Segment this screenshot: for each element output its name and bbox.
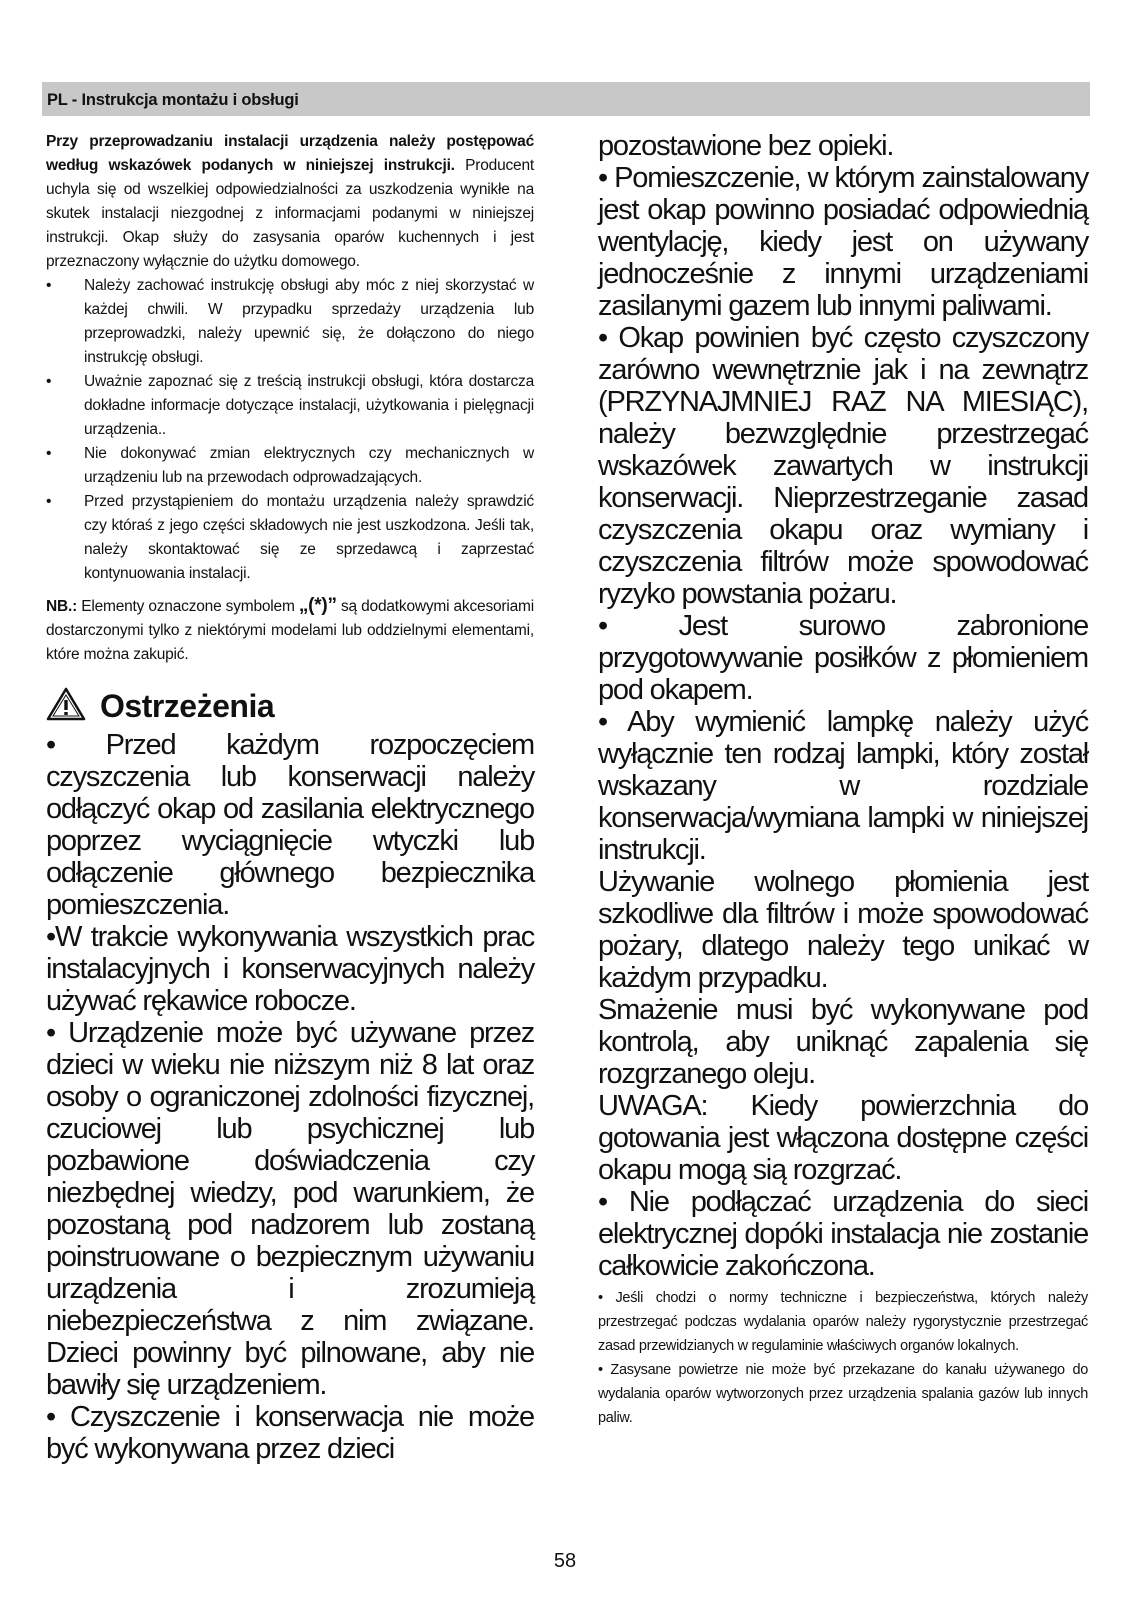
warning-paragraph: • Pomieszczenie, w którym zainstalowany jest okap powinno posiadać odpowiednią wentylację, kiedy jest on używany jednocześnie z innymi urządzeniami zasilanymi gazem lub innymi paliwami.	[598, 162, 1088, 322]
nb-symbol: „(*)”	[298, 595, 337, 616]
section-title: PL - Instrukcja montażu i obsługi	[47, 91, 299, 109]
warning-paragraph: • Okap powinien być często czyszczony zarówno wewnętrznie jak i na zewnątrz (PRZYNAJMNIEJ RAZ NA MIESIĄC), należy bezwzględnie przestrzegać wskazówek zawartych w instrukcji konserwacji. Nieprzestrzeganie zasad czyszczenia okapu oraz wymiany i czyszczenia filtrów może spowodować ryzyko powstania pożaru.	[598, 322, 1088, 610]
intro-bold: Przy przeprowadzaniu instalacji urządzenia należy postępować według wskazówek podanych w niniejszej instrukcji.	[46, 133, 534, 174]
warning-paragraph: • Nie podłączać urządzenia do sieci elektrycznej dopóki instalacja nie zostanie całkowicie zakończona.	[598, 1186, 1088, 1282]
warnings-left-text	[46, 729, 534, 1465]
warning-paragraph: • Czyszczenie i konserwacja nie może być wykonywana przez dzieci	[46, 1401, 534, 1465]
warnings-heading	[46, 683, 534, 729]
warning-paragraph: • Jest surowo zabronione przygotowywanie posiłków z płomieniem pod okapem.	[598, 610, 1088, 706]
nb-note: NB.: Elementy oznaczone symbolem „(*)” są dodatkowymi akcesoriami dostarczonymi tylko z niektórymi modelami lub oddzielnymi elementami, które można zakupić.	[46, 595, 534, 663]
right-column	[598, 130, 1088, 1430]
list-item: • Należy zachować instrukcję obsługi aby móc z niej skorzystać w każdej chwili. W przypadku sprzedaży urządzenia lub przeprowadzki, należy upewnić się, że dołączono do niego instrukcję obsługi.	[46, 274, 534, 370]
bullet-icon: •	[46, 445, 52, 462]
small-note-paragraph: • Zasysane powietrze nie może być przekazane do kanału używanego do wydalania oparów wytworzonych przez urządzenia spalania gazów lub innych paliw.	[598, 1362, 1088, 1426]
warnings-right-small-text	[598, 1286, 1088, 1430]
nb-label: NB.:	[46, 598, 78, 615]
bullet-icon: •	[46, 373, 52, 390]
warning-triangle-icon	[46, 687, 86, 726]
instructions-list	[46, 274, 534, 586]
warning-paragraph: pozostawione bez opieki.	[598, 130, 894, 162]
bullet-icon: •	[46, 277, 52, 294]
warning-paragraph: • Urządzenie może być używane przez dzieci w wieku nie niższym niż 8 lat oraz osoby o ograniczonej zdolności fizycznej, czuciowej lub psychicznej lub pozbawione doświadczenia czy niezbędnej wiedzy, pod warunkiem, że pozostaną pod nadzorem lub zostaną poinstruowane o bezpiecznym używaniu urządzenia i zrozumieją niebezpieczeństwa z nim związane. Dzieci powinny być pilnowane, aby nie bawiły się urządzeniem.	[46, 1017, 534, 1401]
warnings-title: Ostrzeżenia	[100, 687, 275, 724]
list-item: • Nie dokonywać zmian elektrycznych czy mechanicznych w urządzeniu lub na przewodach odprowadzających.	[46, 442, 534, 490]
warning-paragraph: Używanie wolnego płomienia jest szkodliwe dla filtrów i może spowodować pożary, dlatego należy tego unikać w każdym przypadku.	[598, 866, 1088, 994]
list-item: • Uważnie zapoznać się z treścią instrukcji obsługi, która dostarcza dokładne informacje dotyczące instalacji, użytkowania i pielęgnacji urządzenia..	[46, 370, 534, 442]
warning-paragraph: Smażenie musi być wykonywane pod kontrolą, aby uniknąć zapalenia się rozgrzanego oleju.	[598, 994, 1088, 1090]
warning-paragraph: • Aby wymienić lampkę należy użyć wyłącznie ten rodzaj lampki, który został wskazany w rozdziale konserwacja/wymiana lampki w niniejszej instrukcji.	[598, 706, 1088, 866]
left-column	[46, 130, 534, 1465]
intro-rest: Producent uchyla się od wszelkiej odpowiedzialności za uszkodzenia wynikłe na skutek instalacji niezgodnej z informacjami podanymi w niniejszej instrukcji. Okap służy do zasysania oparów kuchennych i jest przeznaczony wyłącznie do użytku domowego.	[46, 157, 534, 270]
list-item: • Przed przystąpieniem do montażu urządzenia należy sprawdzić czy któraś z jego części składowych nie jest uszkodzona. Jeśli tak, należy skontaktować się ze sprzedawcą i zaprzestać kontynuowania instalacji.	[46, 490, 534, 586]
warning-paragraph: •W trakcie wykonywania wszystkich prac instalacyjnych i konserwacyjnych należy używać rękawice robocze.	[46, 921, 534, 1017]
warning-paragraph: • Przed każdym rozpoczęciem czyszczenia lub konserwacji należy odłączyć okap od zasilania elektrycznego poprzez wyciągnięcie wtyczki lub odłączenie głównego bezpiecznika pomieszczenia.	[46, 729, 534, 921]
page-number: 58	[553, 1550, 577, 1572]
intro-paragraph	[46, 130, 534, 274]
warnings-right-text	[598, 130, 1088, 1282]
small-note-paragraph: • Jeśli chodzi o normy techniczne i bezpieczeństwa, których należy przestrzegać podczas wydalania oparów należy rygorystycznie przestrzegać zasad przewidzianych w regulaminie właściwych organów lokalnych.	[598, 1290, 1088, 1354]
section-header	[42, 82, 1090, 116]
warning-paragraph: UWAGA: Kiedy powierzchnia do gotowania jest włączona dostępne części okapu mogą sią rozgrzać.	[598, 1090, 1088, 1186]
bullet-icon: •	[46, 493, 52, 510]
